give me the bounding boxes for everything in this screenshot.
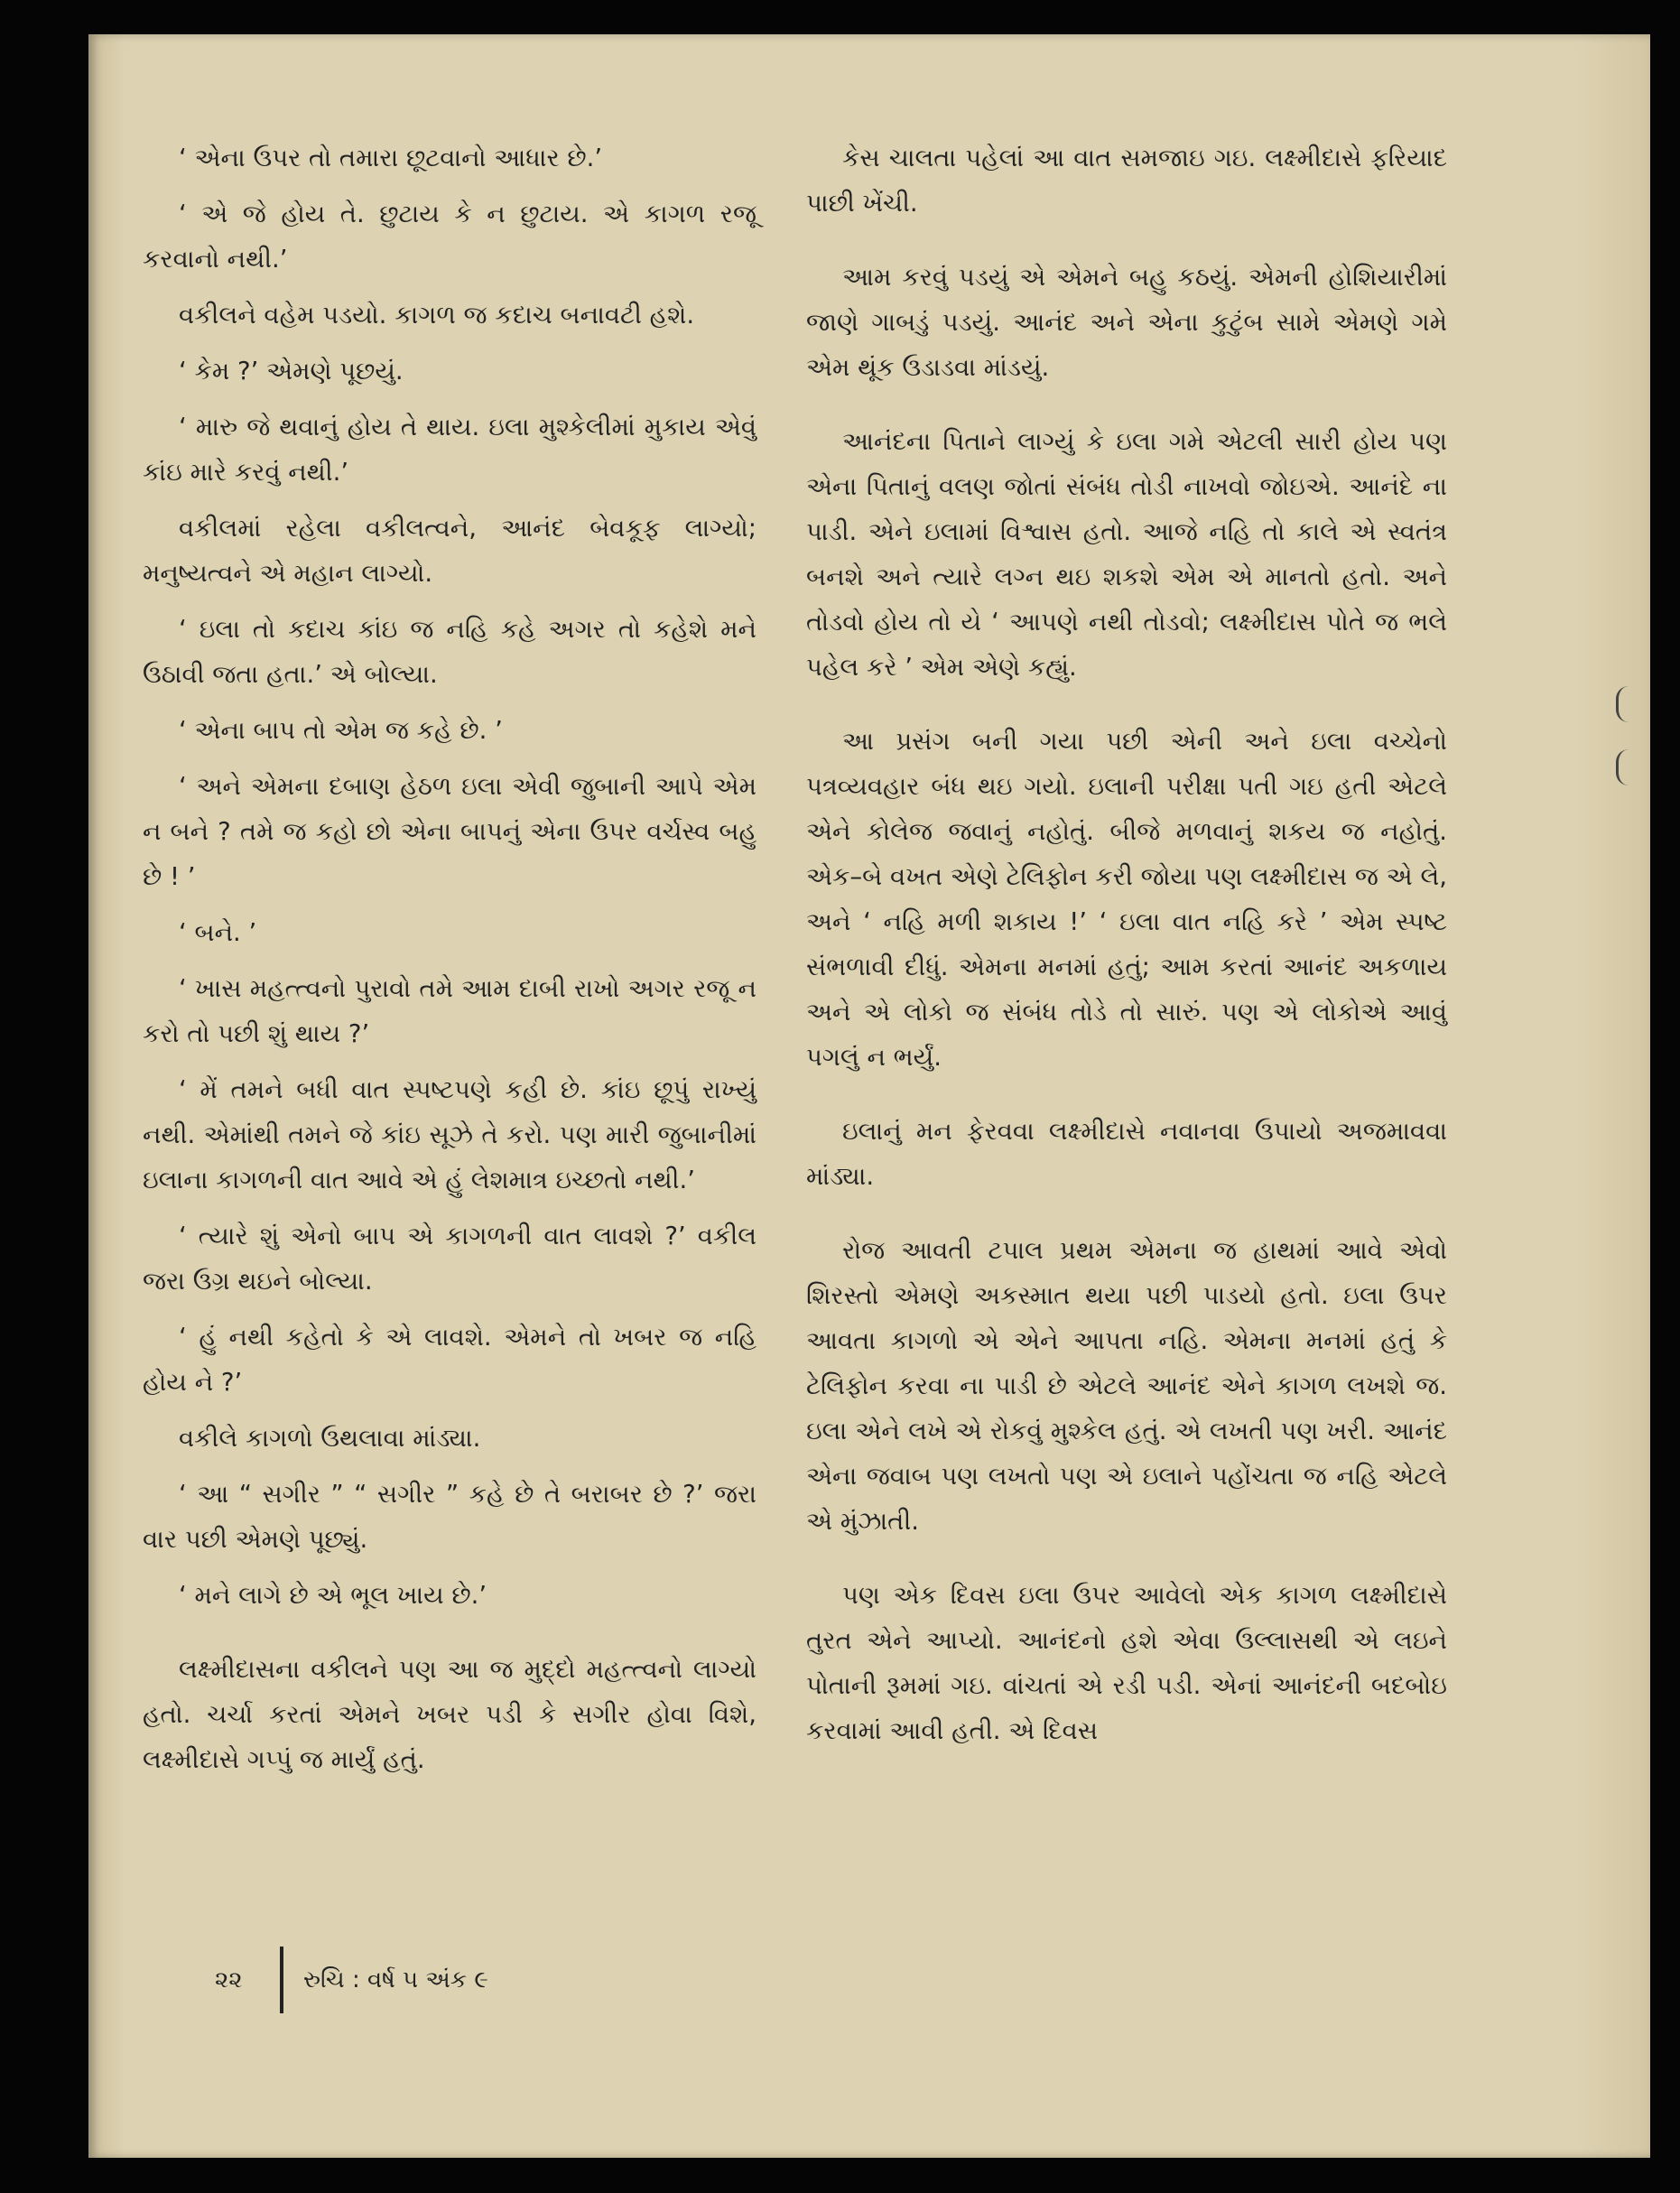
paragraph: વકીલને વહેમ પડયો. કાગળ જ કદાચ બનાવટી હશે. xyxy=(179,301,695,330)
paragraph: રોજ આવતી ટપાલ પ્રથમ એમના જ હાથમાં આવે એવો શિરસ્તો એમણે અકસ્માત થયા પછી પાડયો હતો. ઇલા ઉપર આવતા કાગળો એ એને આપતા નહિ. એમના મનમાં હતું કે ટેલિફોન કરવા ના પાડી છે એટલે આનંદ એને કાગળ લખશે જ. ઇલા એને લખે એ રોકવું મુશ્કેલ હતું. એ લખતી પણ ખરી. આનંદ એના જવાબ પણ લખતો પણ એ ઇલાને પહોંચતા જ નહિ એટલે એ મુંઝાતી. xyxy=(806,1236,1447,1536)
binding-hole-icon xyxy=(1616,749,1640,785)
paragraph: ‘ ત્યારે શું એનો બાપ એ કાગળની વાત લાવશે ?’ વકીલ જરા ઉગ્ર થઇને બોલ્યા. xyxy=(143,1222,756,1296)
paragraph: ઇલાનું મન ફેરવવા લક્ષ્મીદાસે નવાનવા ઉપાયો અજમાવવા માંડ્યા. xyxy=(806,1117,1447,1191)
paragraph: કેસ ચાલતા પહેલાં આ વાત સમજાઇ ગઇ. લક્ષ્મીદાસે ફરિયાદ પાછી ખેંચી. xyxy=(806,144,1447,218)
paragraph: આનંદના પિતાને લાગ્યું કે ઇલા ગમે એટલી સારી હોય પણ એના પિતાનું વલણ જોતાં સંબંધ તોડી નાખવો જોઇએ. આનંદે ના પાડી. એને ઇલામાં વિશ્વાસ હતો. આજે નહિ તો કાલે એ સ્વતંત્ર બનશે અને ત્યારે લગ્ન થઇ શકશે એમ એ માનતો હતો. અને તોડવો હોય તો યે ‘ આપણે નથી તોડવો; લક્ષ્મીદાસ પોતે જ ભલે પહેલ કરે ’ એમ એણે કહ્યું. xyxy=(806,427,1447,682)
footer-divider xyxy=(280,1947,283,2013)
paragraph: ‘ મેં તમને બધી વાત સ્પષ્ટપણે કહી છે. કાંઇ છૂપું રાખ્યું નથી. એમાંથી તમને જે કાંઇ સૂઝે તે કરો. પણ મારી જુબાનીમાં ઇલાના કાગળની વાત આવે એ હું લેશમાત્ર ઇચ્છતો નથી.’ xyxy=(143,1075,756,1194)
publication-line: રુચિ : વર્ષ ૫ અંક ૯ xyxy=(303,1965,488,1993)
paragraph: ‘ ખાસ મહત્ત્વનો પુરાવો તમે આમ દાબી રાખો અગર રજૂ ન કરો તો પછી શું થાય ?’ xyxy=(143,974,756,1048)
paragraph: ‘ એના બાપ તો એમ જ કહે છે. ’ xyxy=(179,716,503,745)
paragraph: ‘ ઇલા તો કદાચ કાંઇ જ નહિ કહે અગર તો કહેશે મને ઉઠાવી જતા હતા.’ એ બોલ્યા. xyxy=(143,615,756,689)
page-footer xyxy=(215,1947,488,2013)
paragraph: આમ કરવું પડયું એ એમને બહુ કઠયું. એમની હોશિયારીમાં જાણે ગાબડું પડયું. આનંદ અને એના કુટુંબ સામે એમણે ગમે એમ થૂંક ઉડાડવા માંડયું. xyxy=(806,263,1447,382)
paragraph: ‘ કેમ ?’ એમણે પૂછયું. xyxy=(179,357,404,386)
paragraph: ‘ આ “ સગીર ” “ સગીર ” કહે છે તે બરાબર છે ?’ જરા વાર પછી એમણે પૂછ્યું. xyxy=(143,1480,756,1554)
left-text-column xyxy=(143,135,756,1793)
page-number: ૨૨ xyxy=(215,1965,243,1993)
binding-hole-icon xyxy=(1616,686,1640,722)
paragraph: વકીલે કાગળો ઉથલાવા માંડ્યા. xyxy=(179,1424,481,1453)
paragraph: વકીલમાં રહેલા વકીલત્વને, આનંદ બેવકૂફ લાગ્યો; મનુષ્યત્વને એ મહાન લાગ્યો. xyxy=(143,514,756,588)
paragraph: આ પ્રસંગ બની ગયા પછી એની અને ઇલા વચ્ચેનો પત્રવ્યવહાર બંધ થઇ ગયો. ઇલાની પરીક્ષા પતી ગઇ હતી એટલે એને કોલેજ જવાનું નહોતું. બીજે મળવાનું શકય જ નહોતું. એક–બે વખત એણે ટેલિફોન કરી જોયા પણ લક્ષ્મીદાસ જ એ લે, અને ‘ નહિ મળી શકાય !’ ‘ ઇલા વાત નહિ કરે ’ એમ સ્પષ્ટ સંભળાવી દીધું. એમના મનમાં હતું; આમ કરતાં આનંદ અકળાય અને એ લોકો જ સંબંધ તોડે તો સારું. પણ એ લોકોએ આવું પગલું ન ભર્યું. xyxy=(806,727,1447,1072)
paragraph: ‘ હું નથી કહેતો કે એ લાવશે. એમને તો ખબર જ નહિ હોય ને ?’ xyxy=(143,1323,756,1397)
paragraph: ‘ એના ઉપર તો તમારા છૂટવાનો આધાર છે.’ xyxy=(179,144,603,172)
paragraph: ‘ અને એમના દબાણ હેઠળ ઇલા એવી જુબાની આપે એમ ન બને ? તમે જ કહો છો એના બાપનું એના ઉપર વર્ચસ્વ બહુ છે ! ’ xyxy=(143,772,756,891)
paragraph: લક્ષ્મીદાસના વકીલને પણ આ જ મુદ્દો મહત્ત્વનો લાગ્યો હતો. ચર્ચા કરતાં એમને ખબર પડી કે સગીર હોવા વિશે, લક્ષ્મીદાસે ગપ્પું જ માર્યું હતું. xyxy=(143,1655,756,1774)
right-text-column xyxy=(806,135,1447,1764)
paragraph: ‘ એ જે હોય તે. છુટાય કે ન છુટાય. એ કાગળ રજૂ કરવાનો નથી.’ xyxy=(143,200,756,274)
paragraph: ‘ મારુ જે થવાનું હોય તે થાય. ઇલા મુશ્કેલીમાં મુકાય એવું કાંઇ મારે કરવું નથી.’ xyxy=(143,413,756,487)
paragraph: ‘ મને લાગે છે એ ભૂલ ખાય છે.’ xyxy=(179,1581,487,1610)
paragraph: પણ એક દિવસ ઇલા ઉપર આવેલો એક કાગળ લક્ષ્મીદાસે તુરત એને આપ્યો. આનંદનો હશે એવા ઉલ્લાસથી એ લઇને પોતાની રૂમમાં ગઇ. વાંચતાં એ રડી પડી. એનાં આનંદની બદબોઇ કરવામાં આવી હતી. એ દિવસ xyxy=(806,1581,1447,1745)
paragraph: ‘ બને. ’ xyxy=(179,918,257,947)
